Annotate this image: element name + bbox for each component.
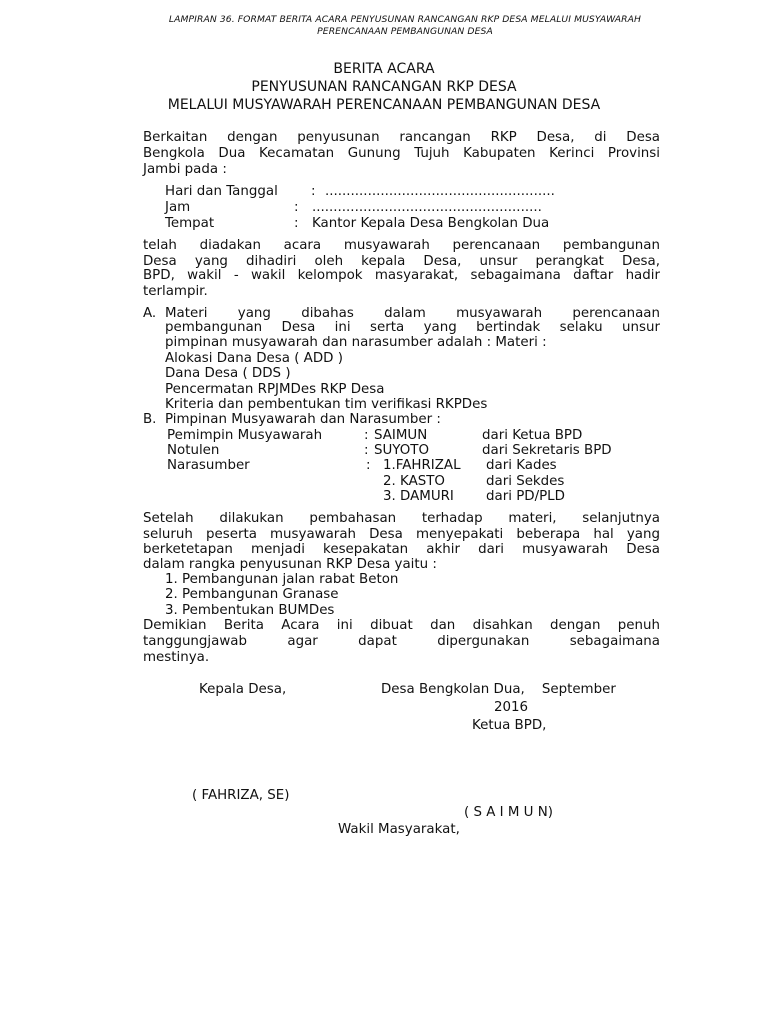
closing-line2: tanggungjawab agar dapat dipergunakan sebagaimana xyxy=(143,634,660,649)
kepala-desa-name: ( FAHRIZA, SE) xyxy=(192,788,290,803)
notulen-from: dari Sekretaris BPD xyxy=(482,443,612,458)
narasumber-from: dari Kades xyxy=(486,458,557,473)
result-line1: Setelah dilakukan pembahasan terhadap materi, selanjutnya xyxy=(143,511,660,526)
detail-sep-date: : xyxy=(311,184,316,199)
ketua-bpd-label: Ketua BPD, xyxy=(472,718,547,733)
section-a-marker: A. xyxy=(143,306,157,321)
result-line3: berketetapan menjadi kesepakatan akhir dari musyawarah Desa xyxy=(143,542,660,557)
title-line2: PENYUSUNAN RANCANGAN RKP DESA xyxy=(251,79,517,95)
notulen-role: Notulen xyxy=(167,443,220,458)
held-line3: BPD, wakil - wakil kelompok masyarakat, sebagaimana daftar hadir xyxy=(143,268,660,283)
attachment-note xyxy=(140,14,670,38)
result-line2: seluruh peserta musyawarah Desa menyepakati beberapa hal yang xyxy=(143,527,660,542)
narasumber-name: 1.FAHRIZAL xyxy=(383,458,461,473)
materi-item: Dana Desa ( DDS ) xyxy=(165,366,291,381)
attachment-note-line2: PERENCANAAN PEMBANGUNAN DESA xyxy=(317,26,493,37)
place-date: Desa Bengkolan Dua, September xyxy=(381,682,616,697)
section-a-line1: Materi yang dibahas dalam musyawarah perencanaan xyxy=(165,306,660,321)
section-a-line3: pimpinan musyawarah dan narasumber adalah : Materi : xyxy=(165,335,547,350)
ketua-bpd-name: ( S A I M U N) xyxy=(464,805,553,820)
detail-label-time: Jam xyxy=(165,200,191,215)
detail-label-place: Tempat xyxy=(165,216,215,231)
detail-label-date: Hari dan Tanggal xyxy=(165,184,278,199)
year: 2016 xyxy=(494,700,529,715)
narasumber-name: 3. DAMURI xyxy=(383,489,454,504)
detail-value-time: ...................................................... xyxy=(312,200,542,215)
narasumber-name: 2. KASTO xyxy=(383,474,445,489)
narasumber-from: dari PD/PLD xyxy=(486,489,565,504)
detail-value-date: ...................................................... xyxy=(325,184,555,199)
held-line4: terlampir. xyxy=(143,284,208,299)
narasumber-sep: : xyxy=(366,458,371,473)
narasumber-from: dari Sekdes xyxy=(486,474,565,489)
closing-line1: Demikian Berita Acara ini dibuat dan disahkan dengan penuh xyxy=(143,618,660,633)
section-b-heading: Pimpinan Musyawarah dan Narasumber : xyxy=(165,412,441,427)
section-a-line2: pembangunan Desa ini serta yang bertindak selaku unsur xyxy=(165,320,660,335)
intro-line3: Jambi pada : xyxy=(143,162,227,177)
section-b-marker: B. xyxy=(143,412,157,427)
leader-role: Pemimpin Musyawarah xyxy=(167,428,323,443)
held-line2: Desa yang dihadiri oleh kepala Desa, unsur perangkat Desa, xyxy=(143,254,660,269)
detail-value-place: Kantor Kepala Desa Bengkolan Dua xyxy=(312,216,550,231)
title-line1: BERITA ACARA xyxy=(333,61,435,77)
materi-item: Kriteria dan pembentukan tim verifikasi RKPDes xyxy=(165,397,488,412)
wakil-masyarakat-label: Wakil Masyarakat, xyxy=(338,822,460,837)
intro-line1: Berkaitan dengan penyusunan rancangan RKP Desa, di Desa xyxy=(143,130,660,145)
detail-sep-place: : xyxy=(294,216,299,231)
title-line3: MELALUI MUSYAWARAH PERENCANAAN PEMBANGUNAN DESA xyxy=(167,97,601,113)
kepala-desa-label: Kepala Desa, xyxy=(199,682,287,697)
leader-name: SAIMUN xyxy=(374,428,428,443)
leader-from: dari Ketua BPD xyxy=(482,428,583,443)
attachment-note-line1: LAMPIRAN 36. FORMAT BERITA ACARA PENYUSUNAN RANCANGAN RKP DESA MELALUI MUSYAWARAH xyxy=(168,14,642,25)
materi-item: Alokasi Dana Desa ( ADD ) xyxy=(165,351,343,366)
result-item: 3. Pembentukan BUMDes xyxy=(165,603,335,618)
intro-line2: Bengkola Dua Kecamatan Gunung Tujuh Kabupaten Kerinci Provinsi xyxy=(143,146,660,161)
materi-item: Pencermatan RPJMDes RKP Desa xyxy=(165,382,385,397)
result-item: 2. Pembangunan Granase xyxy=(165,587,339,602)
result-item: 1. Pembangunan jalan rabat Beton xyxy=(165,572,399,587)
closing-line3: mestinya. xyxy=(143,650,210,665)
result-line4: dalam rangka penyusunan RKP Desa yaitu : xyxy=(143,557,437,572)
leader-sep: : xyxy=(364,428,369,443)
notulen-name: SUYOTO xyxy=(374,443,430,458)
narasumber-role: Narasumber xyxy=(167,458,250,473)
notulen-sep: : xyxy=(364,443,369,458)
detail-sep-time: : xyxy=(294,200,299,215)
held-line1: telah diadakan acara musyawarah perencanaan pembangunan xyxy=(143,238,660,253)
